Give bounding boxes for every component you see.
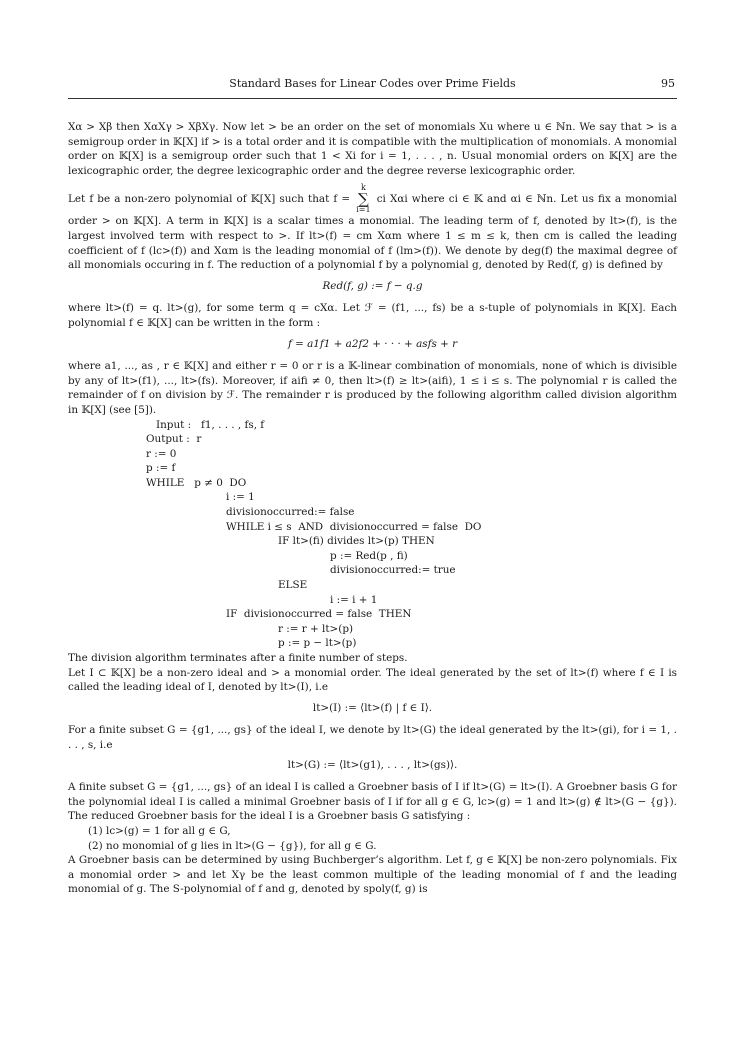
algorithm-line: p := p − lt>(p) [278,637,357,650]
algorithm-line: r := 0 [146,447,177,460]
summation-lower-limit: i=1 [356,205,371,215]
summation-upper-limit: k [360,183,366,193]
algorithm-line: divisionoccurred:= false [226,506,355,519]
algorithm-line: WHILE p ≠ 0 DO [146,476,247,489]
paragraph-groebner-basis: A finite subset G = {g1, ..., gs} of an ideal I is called a Groebner basis of I if lt>(G) = lt>(I). A Groebner basis G for the polynomial ideal I is called a minimal Groebner basis of I if for all g ∈ G, lc>(g) = 1 and lt>(g) ∉ lt>(G − {g}). The reduced Groebner basis for the ideal I is a Groebner basis G satisfying : [68,781,677,823]
paragraph-leading-term [68,184,677,272]
paragraph-leading-ideal: Let I ⊂ 𝕂[X] be a non-zero ideal and > a monomial order. The ideal generated by the set of lt>(f) where f ∈ I is called the leading ideal of I, denoted by lt>(I), i.e [68,666,677,694]
summation-symbol [356,184,370,214]
running-title: Standard Bases for Linear Codes over Prime Fields [229,77,516,90]
algorithm-line: i := i + 1 [330,593,378,606]
equation-division: f = a1f1 + a2f2 + · · · + asfs + r [287,337,458,350]
algorithm-line: p := f [146,462,176,475]
algorithm-line: IF lt>(fi) divides lt>(p) THEN [278,535,435,548]
algorithm-line: Input : f1, . . . , fs, f [156,418,265,431]
algorithm-line: p := Red(p , fi) [330,549,408,562]
algorithm-line: ELSE [278,579,308,592]
algorithm-line: divisionoccurred:= true [330,564,456,577]
paragraph-leading-term-lead: Let f be a non-zero polynomial of 𝕂[X] such that f = [68,193,351,206]
paragraph-termination: The division algorithm terminates after a finite number of steps. [68,652,408,664]
paragraph-remainder: where a1, ..., as , r ∈ 𝕂[X] and either r = 0 or r is a 𝕂-linear combination of monomials, none of which is divisible by any of lt>(f1), ..., lt>(fs). Moreover, if aifi ≠ 0, then lt>(f) ≥ lt>(aifi), 1 ≤ i ≤ s. The polynomial r is called the remainder of f on division by ℱ. The remainder r is produced by the following algorithm called division algorithm in 𝕂[X] (see [5]). [68,360,677,416]
list-item: (1) lc>(g) = 1 for all g ∈ G, [88,824,231,837]
algorithm-line: IF divisionoccurred = false THEN [226,608,412,621]
paragraph-s-tuple: where lt>(f) = q. lt>(g), for some term q = cXα. Let ℱ = (f1, ..., fs) be a s-tuple of polynomials in 𝕂[X]. Each polynomial f ∈ 𝕂[X] can be written in the form : [68,302,677,329]
summation-sign: ∑ [358,190,369,209]
equation-reduction: Red(f, g) := f − q.g [322,279,423,292]
header-rule [68,98,677,99]
running-header [68,77,677,95]
paragraph-leading-term-rest: ci Xαi where ci ∈ 𝕂 and αi ∈ ℕn. Let us fix a monomial order > on 𝕂[X]. A term in 𝕂[X] is a scalar times a monomial. The leading term of f, denoted by lt>(f), is the largest involved term with respect to >. If lt>(f) = cm Xαm where 1 ≤ m ≤ k, then cm is called the leading coefficient of f (lc>(f)) and Xαm is the leading monomial of f (lm>(f)). We denote by deg(f) the maximal degree of all monomials occuring in f. The reduction of a polynomial f by a polynomial g, denoted by Red(f, g) is defined by [68,193,677,272]
list-item: (2) no monomial of g lies in lt>(G − {g}), for all g ∈ G. [88,839,377,852]
paragraph-finite-subset: For a finite subset G = {g1, ..., gs} of the ideal I, we denote by lt>(G) the ideal generated by the lt>(gi), for i = 1, . . . , s, i.e [68,724,677,751]
algorithm-line: i := 1 [226,491,255,504]
page-number: 95 [661,77,675,90]
paragraph-buchberger: A Groebner basis can be determined by using Buchberger’s algorithm. Let f, g ∈ 𝕂[X] be non-zero polynomials. Fix a monomial order > and let Xγ be the least common multiple of the leading monomial of f and the leading monomial of g. The S-polynomial of f and g, denoted by spoly(f, g) is [68,854,677,896]
equation-leading-G: lt>(G) := ⟨lt>(g1), . . . , lt>(gs)⟩. [287,758,458,771]
equation-leading-ideal: lt>(I) := ⟨lt>(f) | f ∈ I⟩. [312,701,433,714]
algorithm-line: Output : r [146,433,202,446]
paragraph-monomial-orders: Xα > Xβ then XαXγ > XβXγ. Now let > be an order on the set of monomials Xu where u ∈ ℕn. We say that > is a semigroup order in 𝕂[X] if > is a total order and it is compatible with the multiplication of monomials. A monomial order on 𝕂[X] is a semigroup order such that 1 < Xi for i = 1, . . . , n. Usual monomial orders on 𝕂[X] are the lexicographic order, the degree lexicographic order and the degree reverse lexicographic order. [68,121,677,177]
algorithm-line: WHILE i ≤ s AND divisionoccurred = false DO [226,520,482,533]
page-body [68,120,677,903]
algorithm-line: r := r + lt>(p) [278,622,354,635]
division-algorithm [68,418,677,652]
